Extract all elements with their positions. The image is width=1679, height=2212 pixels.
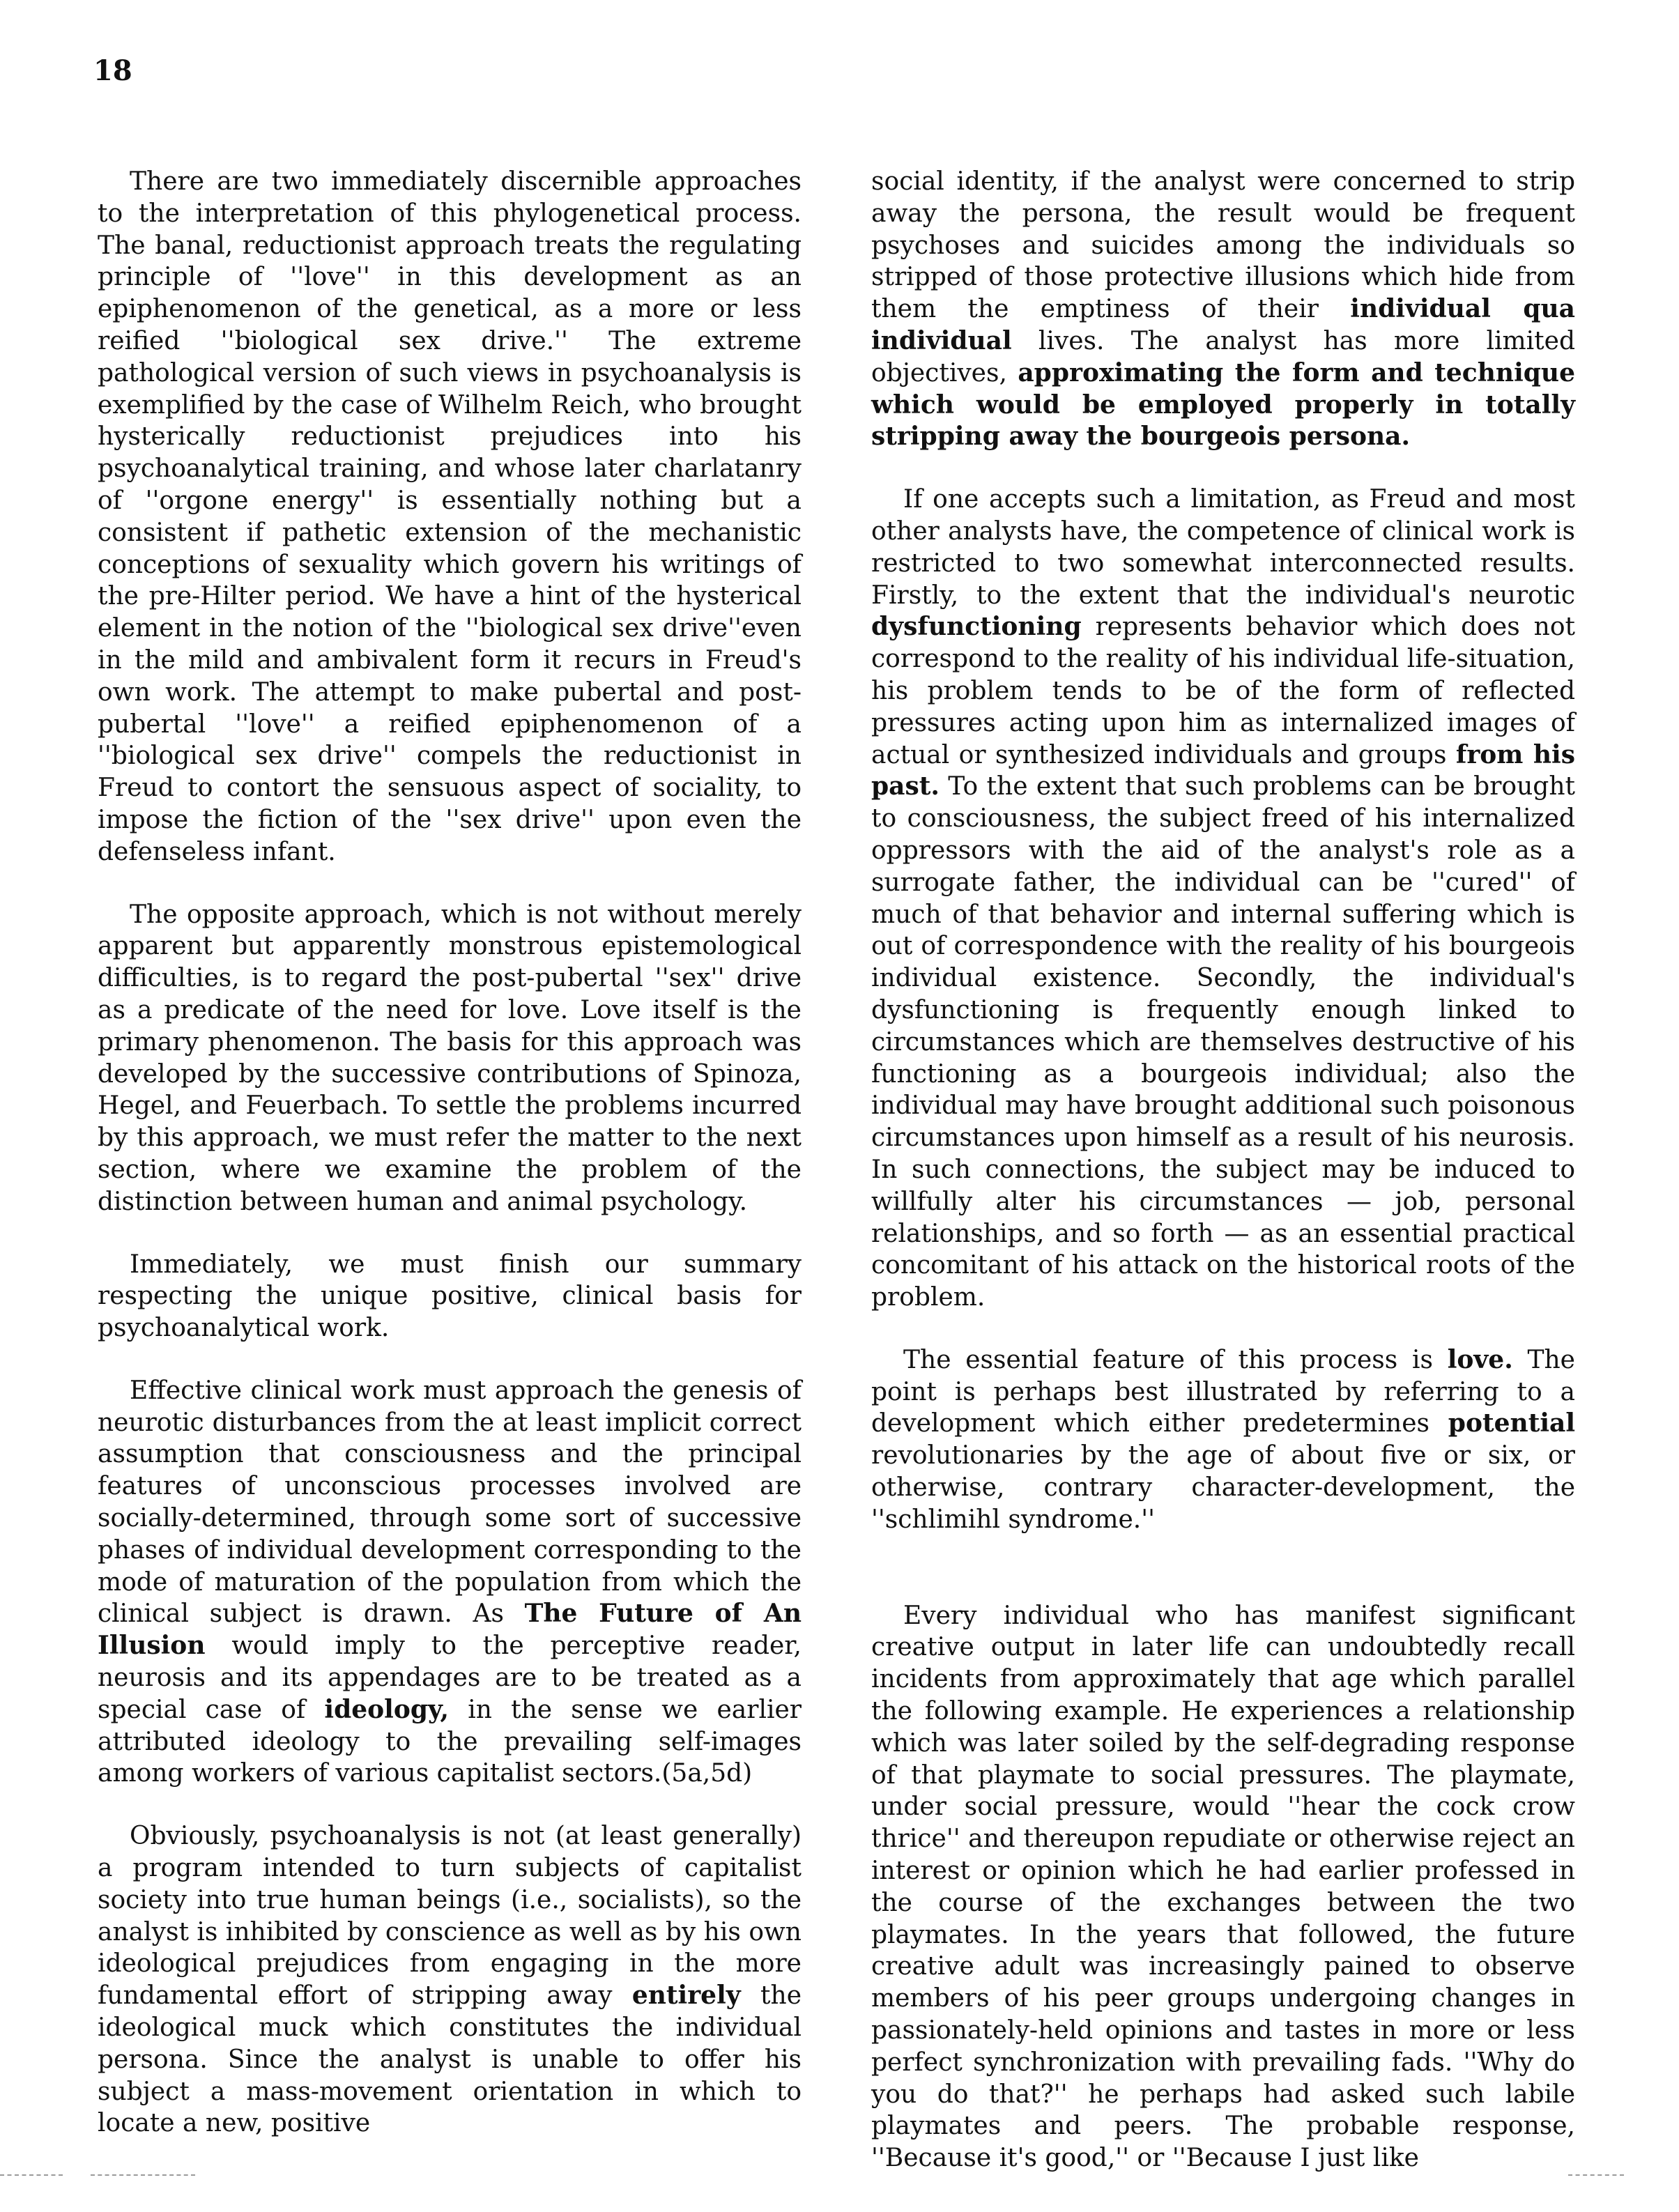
text-segment: Obviously, psychoanalysis is not (at least generally) a program intended to turn subjects of capitalist society into true human beings (i.e., socialists), so the analyst is inhibited by conscience as well as by his own ideological prejudices from engaging in the more fundamental effort of stripping away — [98, 1822, 802, 2011]
scan-artifact-center — [91, 2174, 195, 2178]
text-segment: lives. The analyst has more limited objectives, — [871, 326, 1575, 387]
emphasis-individual-qua-individual: individual qua individual — [871, 294, 1575, 355]
text-segment: revolutionaries by the age of about five or six, or otherwise, contrary character-development, the ''schlimihl syndrome.'' — [871, 1441, 1575, 1534]
emphasis-dysfunctioning: dysfunctioning — [871, 612, 1082, 642]
paragraph-approaches: There are two immediately discernible approaches to the interpretation of this phylogenetical process. The banal, reductionist approach treats the regulating principle of ''love'' in this development as an epiphenomenon of the genetical, as a more or less reified ''biological sex drive.'' The extreme pathological version of such views in psychoanalysis is exemplified by the case of Wilhelm Reich, who brought hysterically reductionist prejudices into his psychoanalytical training, and whose later charlatanry of ''orgone energy'' is essentially nothing but a consistent if pathetic extension of the mechanistic conceptions of sexuality which govern his writings of the pre-Hilter period. We have a hint of the hysterical element in the notion of the ''biological sex drive''even in the mild and ambivalent form it recurs in Freud's own work. The attempt to make pubertal and post-pubertal ''love'' a reified epiphenomenon of a ''biological sex drive'' compels the reductionist in Freud to contort the sensuous aspect of sociality, to impose the fiction of the ''sex drive'' upon even the defenseless infant. — [98, 167, 802, 866]
paragraph-every-individual: Every individual who has manifest significant creative output in later life can undoubtedly recall incidents from approximately that age which parallel the following example. He experiences a relationship which was later soiled by the self-degrading response of that playmate to social pressures. The playmate, under social pressure, would ''hear the cock crow thrice'' and thereupon repudiate or otherwise reject an interest or opinion which he had earlier professed in the course of the exchanges between the two playmates. In the years that followed, the future creative adult was increasingly pained to observe members of his peer groups undergoing changes in passionately-held opinions and tastes in more or less perfect synchronization with prevailing fads. ''Why do you do that?'' he perhaps had asked such labile playmates and peers. The probable response, ''Because it's good,'' or ''Because I just like — [871, 1601, 1575, 2173]
emphasis-potential: potential — [1448, 1408, 1575, 1438]
emphasis-approximating: approximating the form and technique which would be employed properly in totally stripping away the bourgeois persona. — [871, 358, 1575, 452]
text-segment: in the sense we earlier attributed ideology to the prevailing self-images among workers of various capitalist sectors.(5a,5d) — [98, 1695, 802, 1788]
text-segment: social identity, if the analyst were concerned to strip away the persona, the result would be frequent psychoses and suicides among the individuals so stripped of those protective illusions which hide from them the emptiness of their — [871, 167, 1575, 324]
text-segment: represents behavior which does not correspond to the reality of his individual life-situation, his problem tends to be of the form of reflected pressures acting upon him as internalized images of actual or synthesized individuals and groups — [871, 613, 1575, 769]
left-column — [98, 166, 802, 2170]
emphasis-ideology: ideology, — [324, 1694, 450, 1724]
paragraph-social-identity — [871, 166, 1575, 453]
emphasis-love: love. — [1447, 1344, 1513, 1374]
scan-artifact-left — [0, 2174, 63, 2178]
paragraph-immediately: Immediately, we must finish our summary respecting the unique positive, clinical basis for psychoanalytical work. — [98, 1250, 802, 1343]
scan-artifact-right — [1568, 2174, 1624, 2178]
text-segment: If one accepts such a limitation, as Freud and most other analysts have, the competence of clinical work is restricted to two somewhat interconnected results. Firstly, to the extent that the individual's neurotic — [871, 485, 1575, 610]
paragraph-limitation — [871, 484, 1575, 1314]
emphasis-from-his-past: from his past. — [871, 739, 1575, 801]
right-column — [871, 166, 1575, 2205]
text-segment: Effective clinical work must approach the genesis of neurotic disturbances from the at least implicit correct assumption that consciousness and the principal features of unconscious processes involved are socially-determined, through some sort of successive phases of individual development corresponding to the mode of maturation of the population from which the clinical subject is drawn. As — [98, 1376, 802, 1629]
paragraph-essential-feature — [871, 1344, 1575, 1536]
page-number: 18 — [93, 54, 132, 87]
emphasis-entirely: entirely — [631, 1981, 741, 2011]
text-segment: the ideological muck which constitutes the individual persona. Since the analyst is unable to offer his subject a mass-movement orientation in which to locate a new, positive — [98, 1981, 802, 2138]
paragraph-obviously — [98, 1820, 802, 2140]
text-segment: The essential feature of this process is — [903, 1345, 1448, 1374]
paragraph-opposite-approach: The opposite approach, which is not without merely apparent but apparently monstrous epistemological difficulties, is to regard the post-pubertal ''sex'' drive as a predicate of the need for love. Love itself is the primary phenomenon. The basis for this approach was developed by the successive contributions of Spinoza, Hegel, and Feuerbach. To settle the problems incurred by this approach, we must refer the matter to the next section, where we examine the problem of the distinction between human and animal psychology. — [98, 900, 802, 1216]
text-segment: The point is perhaps best illustrated by referring to a development which either predetermines — [871, 1345, 1575, 1438]
text-segment: To the extent that such problems can be brought to consciousness, the subject freed of his internalized oppressors with the aid of the analyst's role as a surrogate father, the individual can be ''cured'' of much of that behavior and internal suffering which is out of correspondence with the reality of his bourgeois individual existence. Secondly, the individual's dysfunctioning is frequently enough linked to circumstances which are themselves destructive of his functioning as a bourgeois individual; also the individual may have brought additional such poisonous circumstances upon himself as a result of his neurosis. In such connections, the subject may be induced to willfully alter his circumstances — job, personal relationships, and so forth — as an essential practical concomitant of his attack on the historical roots of the problem. — [871, 772, 1575, 1312]
paragraph-effective-clinical-work — [98, 1375, 802, 1790]
book-title: The Future of An Illusion — [98, 1599, 802, 1661]
text-segment: would imply to the perceptive reader, neurosis and its appendages are to be treated as a special case of — [98, 1631, 802, 1724]
